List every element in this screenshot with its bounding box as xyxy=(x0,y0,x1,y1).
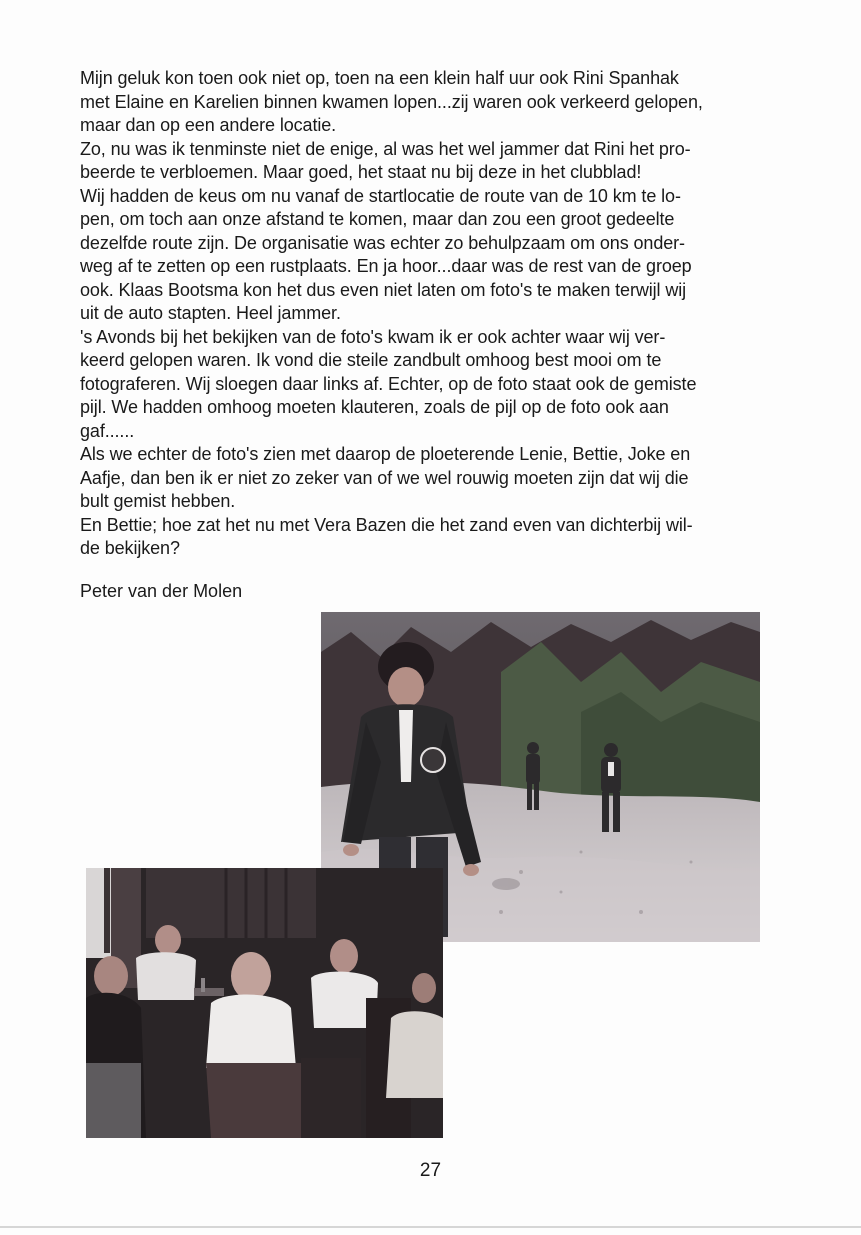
article-line: gaf...... xyxy=(80,420,135,441)
article-line: weg af te zetten op een rustplaats. En ja hoor...daar was de rest van de groep xyxy=(80,256,692,276)
article-line: Zo, nu was ik tenminste niet de enige, al was het wel jammer dat Rini het pro- xyxy=(80,138,691,159)
article-line: En Bettie; hoe zat het nu met Vera Bazen die het zand even van dichterbij wil- xyxy=(80,514,693,535)
article-line: de bekijken? xyxy=(80,538,180,558)
article-line: Aafje, dan ben ik er niet zo zeker van of we wel rouwig moeten zijn dat wij die xyxy=(80,467,689,488)
page-number: 27 xyxy=(419,1160,442,1181)
article-line: beerde te verbloemen. Maar goed, het staat nu bij deze in het clubblad! xyxy=(80,162,642,182)
article-line: Mijn geluk kon toen ook niet op, toen na een klein half uur ook Rini Spanhak xyxy=(80,68,679,88)
article-line: fotograferen. Wij sloegen daar links af. Echter, op de foto staat ook de gemiste xyxy=(80,373,697,394)
article-line: pen, om toch aan onze afstand te komen, maar dan zou een groot gedeelte xyxy=(80,209,675,229)
article-line: keerd gelopen waren. Ik vond die steile zandbult omhoog best mooi om te xyxy=(80,350,662,370)
article-line: dezelfde route zijn. De organisatie was echter zo behulpzaam om ons onder- xyxy=(80,232,685,253)
article-author: Peter van der Molen xyxy=(80,581,243,601)
article-line: uit de auto stapten. Heel jammer. xyxy=(80,303,341,323)
article-line: ook. Klaas Bootsma kon het dus even niet laten om foto's te maken terwijl wij xyxy=(80,279,687,300)
article-body xyxy=(80,67,792,561)
article-line: met Elaine en Karelien binnen kwamen lopen...zij waren ook verkeerd gelopen, xyxy=(80,91,703,112)
article-line: maar dan op een andere locatie. xyxy=(80,115,337,135)
cafe-group-photo xyxy=(86,868,443,1138)
article-line: 's Avonds bij het bekijken van de foto's kwam ik er ook achter waar wij ver- xyxy=(80,326,666,347)
article-line: bult gemist hebben. xyxy=(80,491,236,511)
article-line: pijl. We hadden omhoog moeten klauteren, zoals de pijl op de foto ook aan xyxy=(80,397,669,417)
article-line: Wij hadden de keus om nu vanaf de startlocatie de route van de 10 km te lo- xyxy=(80,185,681,206)
page-edge-divider xyxy=(0,1226,861,1228)
article-line: Als we echter de foto's zien met daarop de ploeterende Lenie, Bettie, Joke en xyxy=(80,444,691,464)
